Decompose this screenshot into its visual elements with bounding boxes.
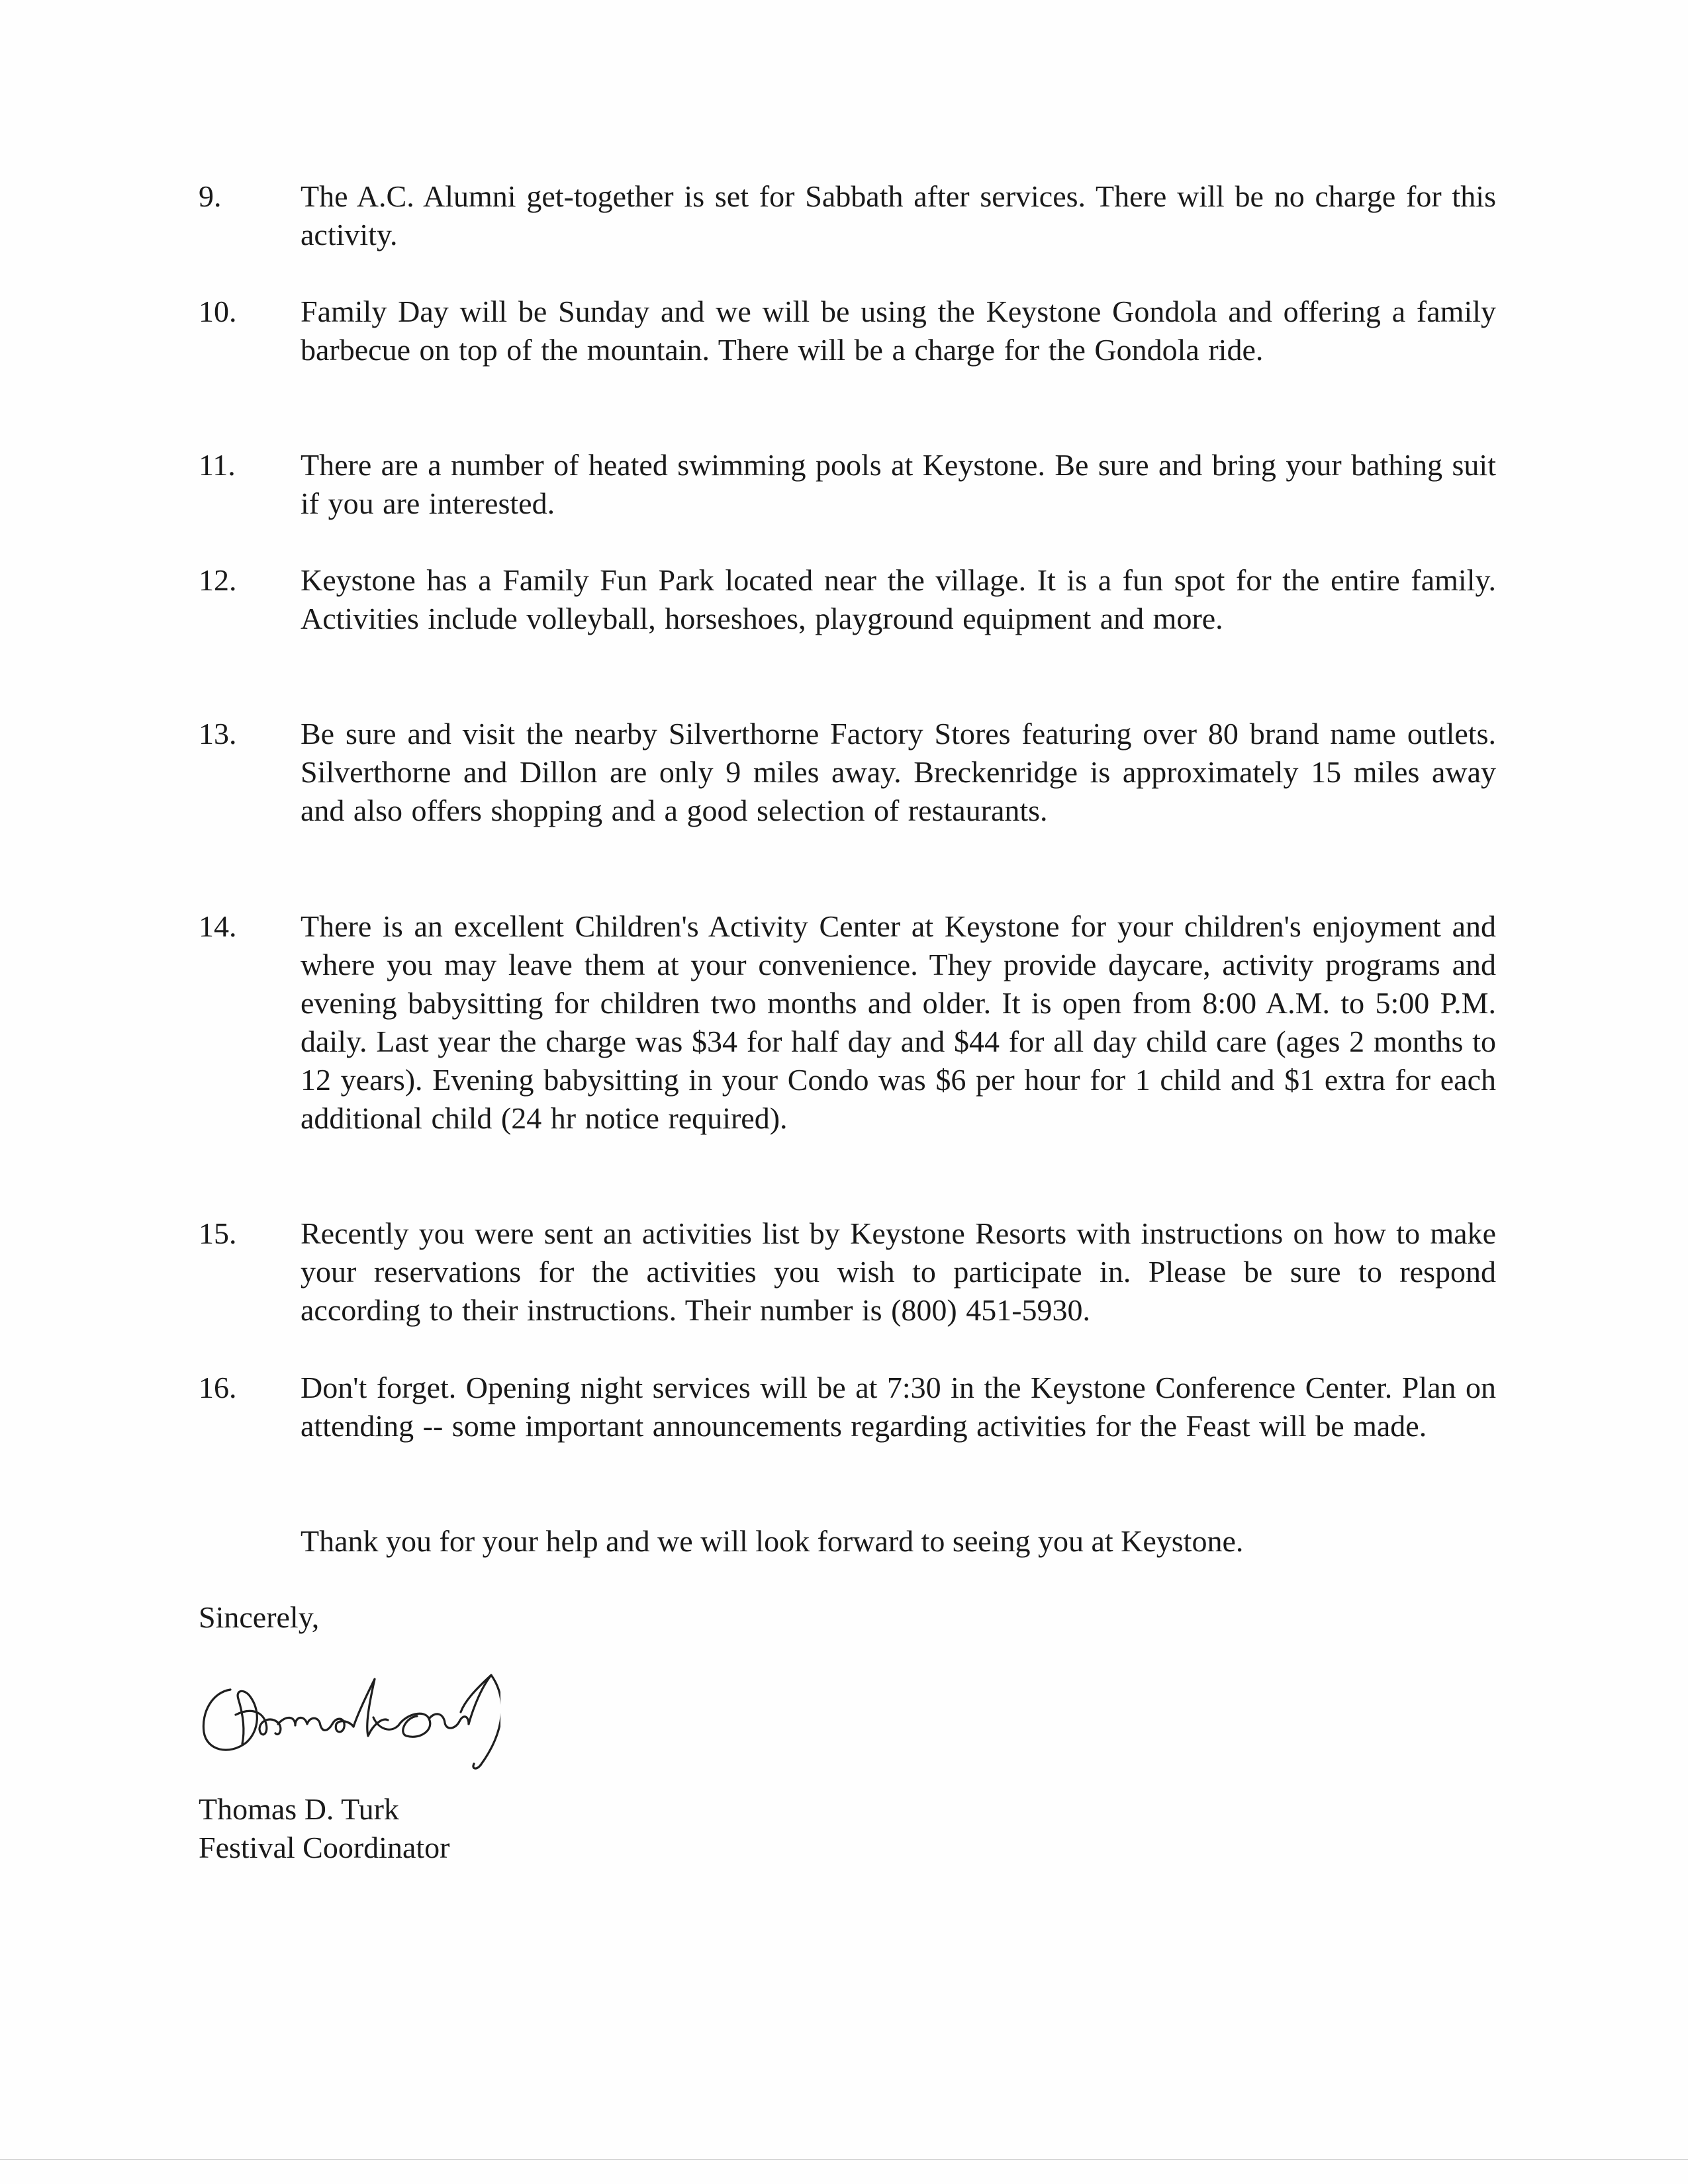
item-text: Don't forget. Opening night services will be at 7:30 in the Keystone Conference Center. Plan on attending -- some important announcements regarding activities for the Feast will be made.	[301, 1371, 1496, 1443]
item-text: Be sure and visit the nearby Silverthorne Factory Stores featuring over 80 brand name outlets. Silverthorne and Dillon are only 9 miles away. Breckenridge is approximately 15 miles away and also offers shopping and a good selection of restaurants.	[301, 717, 1496, 827]
item-number: 9.	[199, 179, 222, 213]
item-number: 16.	[199, 1371, 237, 1404]
item-text: Family Day will be Sunday and we will be using the Keystone Gondola and offering a family barbecue on top of the mountain. There will be a charge for the Gondola ride.	[301, 295, 1496, 367]
page-edge-divider	[0, 2159, 1688, 2160]
item-number: 15.	[199, 1216, 237, 1250]
item-text: Recently you were sent an activities list by Keystone Resorts with instructions on how to make your reservations for the activities you wish to participate in. Please be sure to respond according to their instructions. Their number is (800) 451-5930.	[301, 1216, 1496, 1327]
salutation: Sincerely,	[199, 1600, 320, 1634]
item-number: 13.	[199, 717, 237, 751]
item-number: 10.	[199, 295, 237, 328]
item-number: 12.	[199, 563, 237, 597]
signer-title: Festival Coordinator	[199, 1831, 450, 1864]
item-text: The A.C. Alumni get-together is set for Sabbath after services. There will be no charge for this activity.	[301, 179, 1496, 251]
item-number: 11.	[199, 448, 236, 482]
item-text: There is an excellent Children's Activity Center at Keystone for your children's enjoyment and where you may leave them at your convenience. They provide daycare, activity programs and evening babysitting for children two months and older. It is open from 8:00 A.M. to 5:00 P.M. daily. Last year the charge was $34 for half day and $44 for all day child care (ages 2 months to 12 years). Evening babysitting in your Condo was $6 per hour for 1 child and $1 extra for each additional child (24 hr notice required).	[301, 909, 1496, 1135]
signer-name: Thomas D. Turk	[199, 1792, 399, 1826]
item-text: There are a number of heated swimming pools at Keystone. Be sure and bring your bathing suit if you are interested.	[301, 448, 1496, 520]
closing-line: Thank you for your help and we will look forward to seeing you at Keystone.	[301, 1524, 1244, 1558]
handwritten-signature-icon	[196, 1651, 500, 1784]
item-number: 14.	[199, 909, 237, 943]
item-text: Keystone has a Family Fun Park located near the village. It is a fun spot for the entire family. Activities include volleyball, horseshoes, playground equipment and more.	[301, 563, 1496, 635]
